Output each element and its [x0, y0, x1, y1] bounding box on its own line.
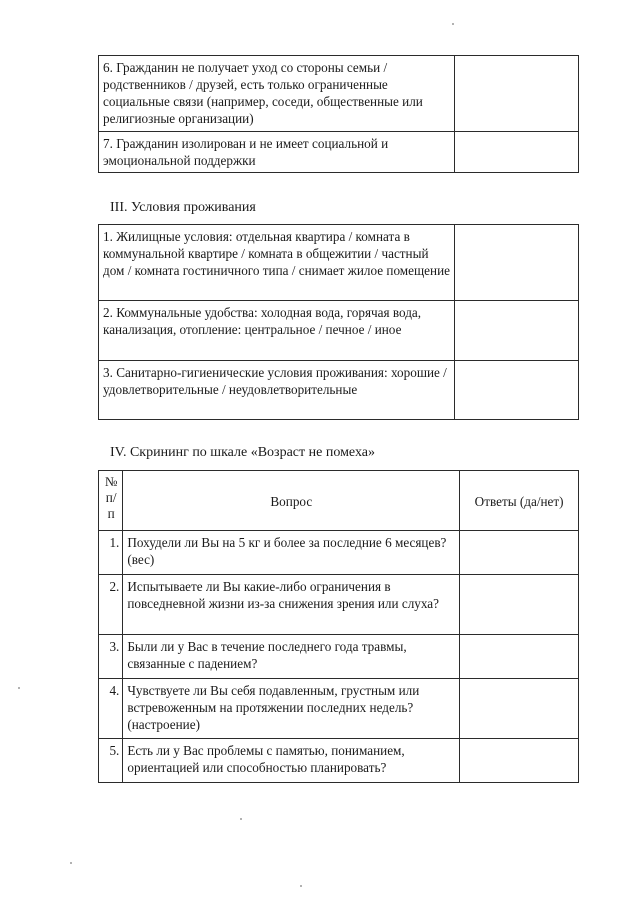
row-number: 1. [99, 531, 123, 575]
answer-cell[interactable] [460, 739, 579, 783]
table-row [99, 575, 579, 635]
table-row [99, 635, 579, 679]
question-cell: 2. Коммунальные удобства: холодная вода, горячая вода, канализация, отопление: центральное / печное / иное [99, 301, 455, 361]
section-title-living-conditions: III. Условия проживания [110, 200, 256, 215]
answer-cell[interactable] [455, 361, 579, 420]
question-cell: Есть ли у Вас проблемы с памятью, пониманием, ориентацией или способностью планировать? [123, 739, 460, 783]
table-row [99, 56, 579, 132]
question-cell: Были ли у Вас в течение последнего года травмы, связанные с падением? [123, 635, 460, 679]
answer-cell[interactable] [460, 635, 579, 679]
social-support-table [98, 55, 579, 173]
section-title-screening: IV. Скрининг по шкале «Возраст не помеха» [110, 445, 375, 460]
question-cell: Похудели ли Вы на 5 кг и более за последние 6 месяцев? (вес) [123, 531, 460, 575]
row-number: 5. [99, 739, 123, 783]
answer-cell[interactable] [460, 575, 579, 635]
answer-cell[interactable] [460, 531, 579, 575]
table-row [99, 225, 579, 301]
table-row [99, 679, 579, 739]
answer-cell[interactable] [455, 225, 579, 301]
row-number: 3. [99, 635, 123, 679]
question-cell: Испытываете ли Вы какие-либо ограничения в повседневной жизни из-за снижения зрения или слуха? [123, 575, 460, 635]
scan-speck [240, 818, 242, 820]
question-cell: 6. Гражданин не получает уход со стороны семьи / родственников / друзей, есть только ограниченные социальные связи (например, соседи, общественные или религиозные организации) [99, 56, 455, 132]
table-row [99, 531, 579, 575]
answer-cell[interactable] [460, 679, 579, 739]
scan-speck [300, 885, 302, 887]
table-header-row [99, 471, 579, 531]
table-row [99, 132, 579, 173]
scan-speck [70, 862, 72, 864]
screening-table [98, 470, 579, 783]
table-row [99, 361, 579, 420]
row-number: 4. [99, 679, 123, 739]
answer-cell[interactable] [455, 132, 579, 173]
question-cell: Чувствуете ли Вы себя подавленным, грустным или встревоженным на протяжении последних недель? (настроение) [123, 679, 460, 739]
question-cell: 1. Жилищные условия: отдельная квартира / комната в коммунальной квартире / комната в общежитии / частный дом / комната гостиничного типа / снимает жилое помещение [99, 225, 455, 301]
column-header-question: Вопрос [123, 471, 460, 531]
scan-speck [452, 23, 454, 25]
column-header-number: № п/ п [99, 471, 123, 531]
row-number: 2. [99, 575, 123, 635]
scan-speck [18, 687, 20, 689]
question-cell: 7. Гражданин изолирован и не имеет социальной и эмоциональной поддержки [99, 132, 455, 173]
column-header-answer: Ответы (да/нет) [460, 471, 579, 531]
answer-cell[interactable] [455, 56, 579, 132]
answer-cell[interactable] [455, 301, 579, 361]
question-cell: 3. Санитарно-гигиенические условия проживания: хорошие / удовлетворительные / неудовлетворительные [99, 361, 455, 420]
table-row [99, 301, 579, 361]
living-conditions-table [98, 224, 579, 420]
table-row [99, 739, 579, 783]
